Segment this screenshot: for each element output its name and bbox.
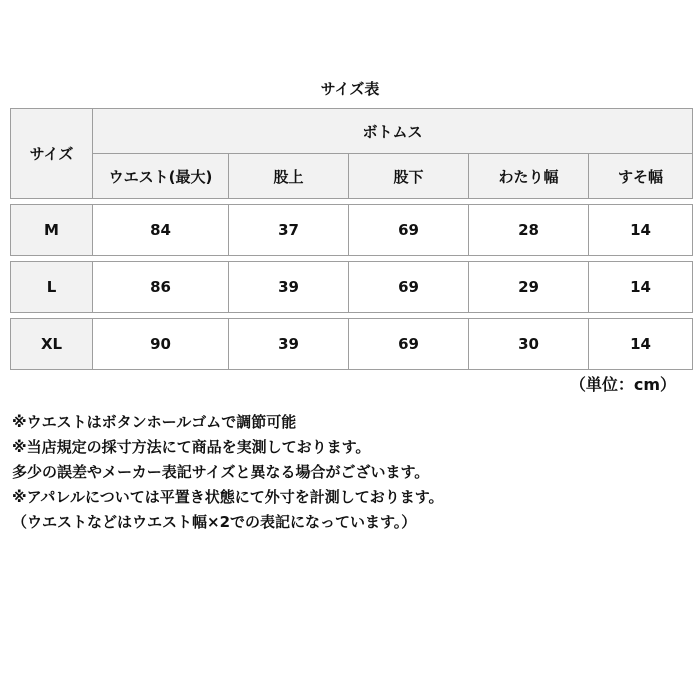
table-row bbox=[11, 319, 693, 370]
column-header-thigh: わたり幅 bbox=[469, 154, 589, 199]
table-cell: 29 bbox=[469, 262, 589, 313]
notes bbox=[12, 410, 692, 535]
table-cell: 28 bbox=[469, 205, 589, 256]
table-cell: 84 bbox=[93, 205, 229, 256]
table-cell: 69 bbox=[349, 262, 469, 313]
table-cell: 69 bbox=[349, 319, 469, 370]
table-row bbox=[11, 205, 693, 256]
column-header-inseam: 股下 bbox=[349, 154, 469, 199]
size-label: XL bbox=[11, 319, 93, 370]
table-cell: 37 bbox=[229, 205, 349, 256]
unit-label: （単位：cm） bbox=[569, 375, 676, 394]
table-cell: 14 bbox=[589, 262, 693, 313]
note-line: 多少の誤差やメーカー表記サイズと異なる場合がございます。 bbox=[12, 463, 430, 481]
note-line: ※ウエストはボタンホールゴムで調節可能 bbox=[12, 413, 297, 431]
table-cell: 14 bbox=[589, 319, 693, 370]
table-cell: 90 bbox=[93, 319, 229, 370]
column-header-rise: 股上 bbox=[229, 154, 349, 199]
note-line: ※当店規定の採寸方法にて商品を実測しております。 bbox=[12, 438, 371, 456]
page-title: サイズ表 bbox=[320, 80, 380, 98]
table-cell: 30 bbox=[469, 319, 589, 370]
table-cell: 39 bbox=[229, 262, 349, 313]
size-header: サイズ bbox=[11, 109, 93, 199]
note-line: ※アパレルについては平置き状態にて外寸を計測しております。 bbox=[12, 488, 444, 506]
column-header-hem: すそ幅 bbox=[589, 154, 693, 199]
column-header-waist: ウエスト(最大) bbox=[93, 154, 229, 199]
table-cell: 39 bbox=[229, 319, 349, 370]
size-table bbox=[10, 108, 693, 370]
size-label: L bbox=[11, 262, 93, 313]
table-cell: 14 bbox=[589, 205, 693, 256]
table-cell: 69 bbox=[349, 205, 469, 256]
bottoms-header: ボトムス bbox=[93, 109, 693, 154]
note-line: （ウエストなどはウエスト幅×2での表記になっています。） bbox=[12, 513, 417, 531]
table-row bbox=[11, 262, 693, 313]
table-cell: 86 bbox=[93, 262, 229, 313]
size-label: M bbox=[11, 205, 93, 256]
